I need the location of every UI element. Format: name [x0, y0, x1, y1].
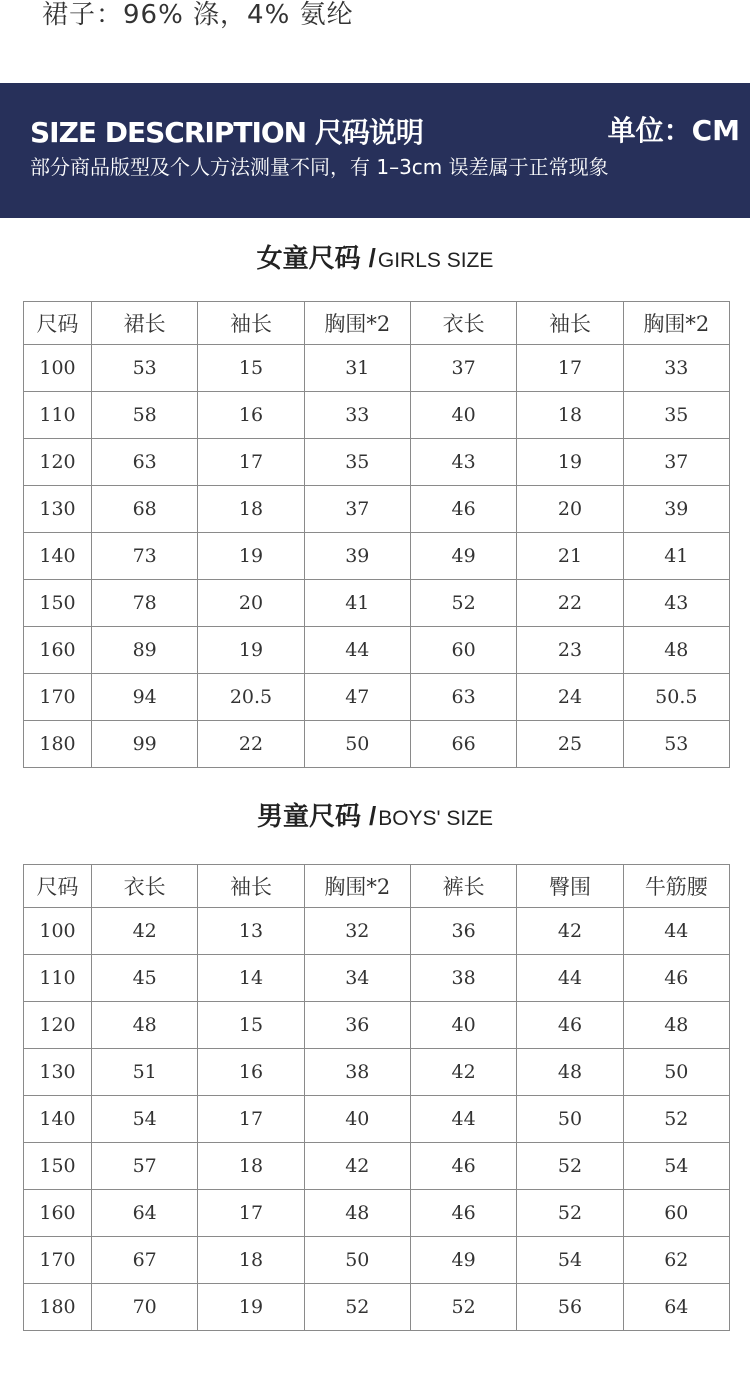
table-cell: 67 — [92, 1237, 198, 1284]
table-cell: 17 — [517, 345, 623, 392]
table-cell: 33 — [623, 345, 729, 392]
boys-title-cn: 男童尺码 — [256, 802, 361, 832]
table-cell: 100 — [24, 345, 92, 392]
table-cell: 89 — [92, 627, 198, 674]
table-cell: 54 — [92, 1096, 198, 1143]
table-cell: 44 — [517, 955, 623, 1002]
table-cell: 62 — [623, 1237, 729, 1284]
column-header: 裙长 — [92, 302, 198, 345]
girls-title-en: GIRLS SIZE — [377, 249, 494, 272]
table-row — [24, 439, 730, 486]
table-cell: 64 — [92, 1190, 198, 1237]
table-cell: 22 — [198, 721, 304, 768]
table-cell: 50 — [304, 1237, 410, 1284]
table-cell: 31 — [304, 345, 410, 392]
table-cell: 50 — [517, 1096, 623, 1143]
table-cell: 64 — [623, 1284, 729, 1331]
table-cell: 50 — [304, 721, 410, 768]
table-cell: 46 — [410, 486, 516, 533]
table-cell: 140 — [24, 1096, 92, 1143]
table-cell: 110 — [24, 392, 92, 439]
table-cell: 43 — [410, 439, 516, 486]
column-header: 胸围*2 — [304, 865, 410, 908]
table-cell: 160 — [24, 1190, 92, 1237]
table-cell: 66 — [410, 721, 516, 768]
table-cell: 17 — [198, 439, 304, 486]
table-cell: 58 — [92, 392, 198, 439]
column-header: 衣长 — [92, 865, 198, 908]
boys-title-slash: / — [368, 801, 377, 831]
table-cell: 17 — [198, 1096, 304, 1143]
table-cell: 40 — [304, 1096, 410, 1143]
table-cell: 180 — [24, 721, 92, 768]
table-cell: 13 — [198, 908, 304, 955]
banner-title: SIZE DESCRIPTION 尺码说明 — [30, 116, 423, 149]
table-cell: 18 — [198, 1237, 304, 1284]
table-row — [24, 1143, 730, 1190]
table-row — [24, 580, 730, 627]
table-cell: 130 — [24, 1049, 92, 1096]
table-row — [24, 1237, 730, 1284]
girls-title-cn: 女童尺码 — [256, 244, 361, 274]
table-row — [24, 627, 730, 674]
table-cell: 50.5 — [623, 674, 729, 721]
table-cell: 49 — [410, 1237, 516, 1284]
table-row — [24, 674, 730, 721]
table-cell: 20 — [517, 486, 623, 533]
table-cell: 42 — [92, 908, 198, 955]
table-cell: 51 — [92, 1049, 198, 1096]
table-cell: 22 — [517, 580, 623, 627]
table-cell: 48 — [304, 1190, 410, 1237]
table-cell: 37 — [304, 486, 410, 533]
girls-title-slash: / — [368, 243, 376, 273]
girls-size-title — [0, 238, 750, 278]
table-cell: 170 — [24, 674, 92, 721]
table-cell: 160 — [24, 627, 92, 674]
table-cell: 150 — [24, 580, 92, 627]
table-cell: 18 — [198, 1143, 304, 1190]
table-cell: 48 — [623, 1002, 729, 1049]
size-description-banner — [0, 83, 750, 218]
table-cell: 180 — [24, 1284, 92, 1331]
table-cell: 48 — [517, 1049, 623, 1096]
table-cell: 42 — [517, 908, 623, 955]
table-cell: 35 — [304, 439, 410, 486]
table-cell: 20.5 — [198, 674, 304, 721]
table-cell: 16 — [198, 1049, 304, 1096]
table-cell: 38 — [304, 1049, 410, 1096]
table-cell: 52 — [410, 1284, 516, 1331]
table-cell: 33 — [304, 392, 410, 439]
table-cell: 44 — [410, 1096, 516, 1143]
table-cell: 35 — [623, 392, 729, 439]
table-cell: 15 — [198, 1002, 304, 1049]
table-cell: 38 — [410, 955, 516, 1002]
table-cell: 68 — [92, 486, 198, 533]
table-row — [24, 392, 730, 439]
table-cell: 39 — [623, 486, 729, 533]
table-cell: 15 — [198, 345, 304, 392]
material-composition: 裙子：96% 涤，4% 氨纶 — [42, 0, 354, 30]
table-cell: 110 — [24, 955, 92, 1002]
table-cell: 150 — [24, 1143, 92, 1190]
table-cell: 78 — [92, 580, 198, 627]
table-cell: 17 — [198, 1190, 304, 1237]
table-cell: 37 — [623, 439, 729, 486]
table-cell: 73 — [92, 533, 198, 580]
column-header: 胸围*2 — [304, 302, 410, 345]
table-row — [24, 1096, 730, 1143]
table-row — [24, 721, 730, 768]
table-cell: 24 — [517, 674, 623, 721]
table-cell: 19 — [198, 533, 304, 580]
column-header: 尺码 — [24, 865, 92, 908]
table-cell: 40 — [410, 1002, 516, 1049]
table-cell: 39 — [304, 533, 410, 580]
table-cell: 130 — [24, 486, 92, 533]
girls-size-table — [23, 301, 730, 768]
table-cell: 56 — [517, 1284, 623, 1331]
table-row — [24, 345, 730, 392]
column-header: 胸围*2 — [623, 302, 729, 345]
table-cell: 70 — [92, 1284, 198, 1331]
table-cell: 100 — [24, 908, 92, 955]
table-row — [24, 955, 730, 1002]
table-row — [24, 533, 730, 580]
table-cell: 63 — [410, 674, 516, 721]
table-cell: 60 — [410, 627, 516, 674]
table-row — [24, 1002, 730, 1049]
table-cell: 19 — [198, 627, 304, 674]
unit-label: 单位：CM — [607, 114, 740, 147]
table-cell: 40 — [410, 392, 516, 439]
table-row — [24, 486, 730, 533]
table-cell: 50 — [623, 1049, 729, 1096]
table-cell: 48 — [92, 1002, 198, 1049]
table-cell: 19 — [198, 1284, 304, 1331]
table-cell: 120 — [24, 439, 92, 486]
boys-size-table — [23, 864, 730, 1331]
column-header: 臀围 — [517, 865, 623, 908]
table-cell: 19 — [517, 439, 623, 486]
table-cell: 60 — [623, 1190, 729, 1237]
table-row — [24, 1049, 730, 1096]
column-header: 尺码 — [24, 302, 92, 345]
table-row — [24, 908, 730, 955]
table-header-row — [24, 302, 730, 345]
table-cell: 36 — [410, 908, 516, 955]
table-cell: 52 — [517, 1190, 623, 1237]
table-cell: 52 — [304, 1284, 410, 1331]
table-row — [24, 1284, 730, 1331]
table-cell: 54 — [517, 1237, 623, 1284]
table-cell: 49 — [410, 533, 516, 580]
table-cell: 52 — [410, 580, 516, 627]
table-row — [24, 1190, 730, 1237]
table-cell: 94 — [92, 674, 198, 721]
table-cell: 21 — [517, 533, 623, 580]
table-cell: 46 — [623, 955, 729, 1002]
table-cell: 43 — [623, 580, 729, 627]
table-cell: 48 — [623, 627, 729, 674]
table-cell: 99 — [92, 721, 198, 768]
boys-size-title — [0, 796, 750, 836]
column-header: 袖长 — [198, 302, 304, 345]
table-cell: 36 — [304, 1002, 410, 1049]
measurement-note: 部分商品版型及个人方法测量不同，有 1–3cm 误差属于正常现象 — [30, 155, 609, 179]
table-cell: 170 — [24, 1237, 92, 1284]
table-cell: 23 — [517, 627, 623, 674]
table-cell: 37 — [410, 345, 516, 392]
table-cell: 53 — [92, 345, 198, 392]
table-cell: 18 — [198, 486, 304, 533]
table-cell: 42 — [304, 1143, 410, 1190]
table-cell: 25 — [517, 721, 623, 768]
table-cell: 57 — [92, 1143, 198, 1190]
table-header-row — [24, 865, 730, 908]
column-header: 袖长 — [517, 302, 623, 345]
table-cell: 120 — [24, 1002, 92, 1049]
table-cell: 34 — [304, 955, 410, 1002]
column-header: 裤长 — [410, 865, 516, 908]
column-header: 袖长 — [198, 865, 304, 908]
table-cell: 41 — [304, 580, 410, 627]
boys-title-en: BOYS' SIZE — [378, 807, 494, 830]
table-cell: 52 — [623, 1096, 729, 1143]
column-header: 衣长 — [410, 302, 516, 345]
column-header: 牛筋腰 — [623, 865, 729, 908]
table-cell: 53 — [623, 721, 729, 768]
table-cell: 20 — [198, 580, 304, 627]
table-cell: 140 — [24, 533, 92, 580]
table-cell: 47 — [304, 674, 410, 721]
table-cell: 46 — [410, 1190, 516, 1237]
table-cell: 32 — [304, 908, 410, 955]
table-cell: 14 — [198, 955, 304, 1002]
table-cell: 46 — [410, 1143, 516, 1190]
table-cell: 63 — [92, 439, 198, 486]
table-cell: 42 — [410, 1049, 516, 1096]
table-cell: 52 — [517, 1143, 623, 1190]
table-cell: 44 — [304, 627, 410, 674]
table-cell: 46 — [517, 1002, 623, 1049]
table-cell: 41 — [623, 533, 729, 580]
table-cell: 44 — [623, 908, 729, 955]
table-cell: 16 — [198, 392, 304, 439]
table-cell: 18 — [517, 392, 623, 439]
table-cell: 54 — [623, 1143, 729, 1190]
table-cell: 45 — [92, 955, 198, 1002]
